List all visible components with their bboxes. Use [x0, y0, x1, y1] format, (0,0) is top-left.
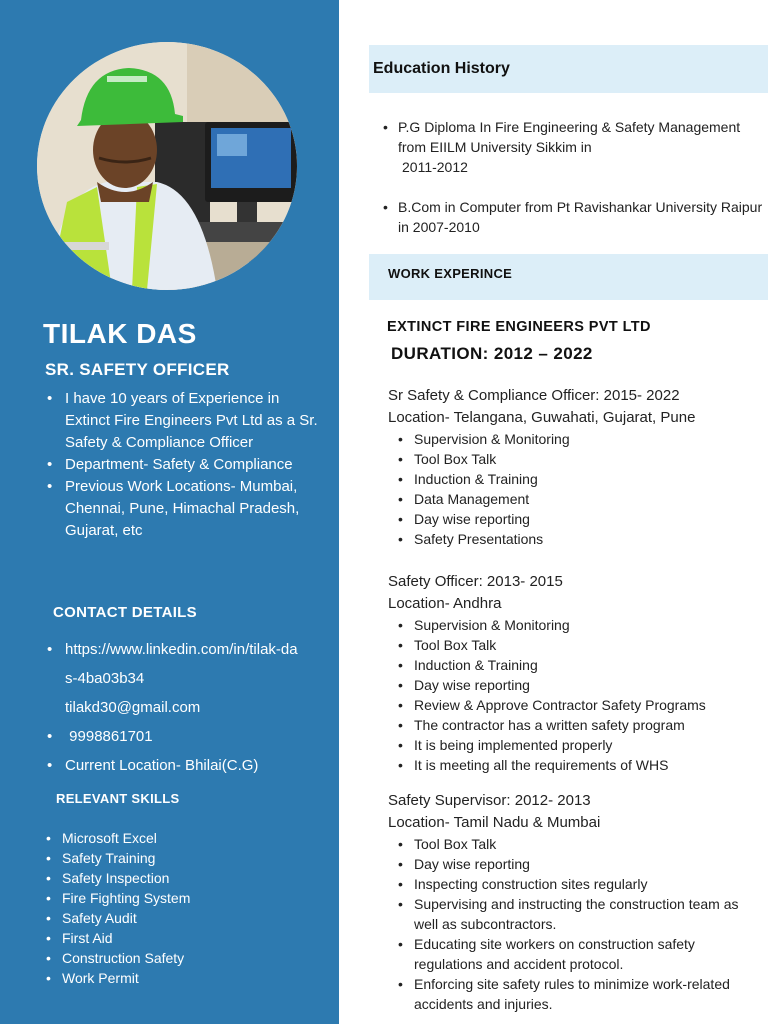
- education-item: [383, 117, 763, 177]
- work-heading: WORK EXPERINCE: [388, 266, 513, 281]
- skill-item: • Safety Training: [45, 848, 190, 868]
- profile-photo-illustration: [37, 42, 297, 290]
- work-heading-band: [369, 254, 768, 300]
- summary-item: • Previous Work Locations- Mumbai, Chennai, Pune, Himachal Pradesh, Gujarat, etc: [45, 476, 325, 542]
- duty-item: • Supervising and instructing the construction team as well as subcontractors.: [388, 894, 763, 934]
- duty-list: [388, 429, 763, 549]
- duty-item: • Safety Presentations: [388, 529, 763, 549]
- duty-item: • Day wise reporting: [388, 509, 763, 529]
- skills-heading: RELEVANT SKILLS: [56, 791, 180, 806]
- role-block: [388, 790, 763, 1014]
- education-text: P.G Diploma In Fire Engineering & Safety Management from EIILM University Sikkim in: [398, 119, 741, 155]
- duty-item: • It is meeting all the requirements of WHS: [388, 755, 763, 775]
- duty-item: • Supervision & Monitoring: [388, 615, 763, 635]
- duty-item: • Induction & Training: [388, 655, 763, 675]
- skill-item: • Microsoft Excel: [45, 828, 190, 848]
- duty-item: • Induction & Training: [388, 469, 763, 489]
- duty-item: • Tool Box Talk: [388, 449, 763, 469]
- contact-phone: [45, 722, 315, 751]
- duty-item: • Inspecting construction sites regularly: [388, 874, 763, 894]
- duty-item: • Supervision & Monitoring: [388, 429, 763, 449]
- contact-email: [45, 693, 315, 722]
- contact-list: [45, 635, 315, 780]
- phone-number: 9998861701: [65, 728, 153, 745]
- education-heading: Education History: [373, 60, 510, 77]
- role-block: [388, 571, 763, 775]
- skill-item: • Safety Audit: [45, 908, 190, 928]
- duty-list: [388, 834, 763, 1014]
- duty-item: • The contractor has a written safety program: [388, 715, 763, 735]
- role-block: [388, 385, 763, 549]
- skill-item: • Work Permit: [45, 968, 190, 988]
- role-title: Sr Safety & Compliance Officer: 2015- 2022: [388, 387, 680, 404]
- skill-item: • First Aid: [45, 928, 190, 948]
- current-location: Current Location- Bhilai(C.G): [65, 757, 259, 774]
- profile-photo: [37, 42, 297, 290]
- contact-heading: CONTACT DETAILS: [53, 604, 197, 621]
- education-text: B.Com in Computer from Pt Ravishankar University Raipur in 2007-2010: [398, 199, 763, 235]
- skill-item: • Construction Safety: [45, 948, 190, 968]
- company-name: EXTINCT FIRE ENGINEERS PVT LTD: [387, 319, 651, 335]
- contact-location: [45, 751, 315, 780]
- education-heading-band: [369, 45, 768, 93]
- duty-item: • Day wise reporting: [388, 675, 763, 695]
- duty-item: • Review & Approve Contractor Safety Programs: [388, 695, 763, 715]
- role-location: Location- Andhra: [388, 595, 502, 612]
- summary-item: • Department- Safety & Compliance: [45, 454, 325, 476]
- job-title: SR. SAFETY OFFICER: [45, 360, 230, 379]
- profile-summary-list: [45, 388, 325, 542]
- education-item: [383, 197, 763, 237]
- person-name: TILAK DAS: [43, 318, 197, 349]
- duty-list: [388, 615, 763, 775]
- education-list: [383, 117, 763, 257]
- role-title: Safety Supervisor: 2012- 2013: [388, 792, 591, 809]
- contact-linkedin: [45, 635, 315, 693]
- duty-item: • Data Management: [388, 489, 763, 509]
- role-location: Location- Telangana, Guwahati, Gujarat, Pune: [388, 409, 696, 426]
- duty-item: • Tool Box Talk: [388, 635, 763, 655]
- duty-item: • Educating site workers on construction safety regulations and accident protocol.: [388, 934, 763, 974]
- skill-item: • Safety Inspection: [45, 868, 190, 888]
- education-years: 2011-2012: [402, 159, 468, 175]
- summary-item: • I have 10 years of Experience in Extinct Fire Engineers Pvt Ltd as a Sr. Safety & Compliance Officer: [45, 388, 325, 454]
- role-title: Safety Officer: 2013- 2015: [388, 573, 563, 590]
- work-duration: DURATION: 2012 – 2022: [391, 344, 593, 363]
- skill-item: • Fire Fighting System: [45, 888, 190, 908]
- email-link[interactable]: tilakd30@gmail.com: [65, 699, 201, 716]
- linkedin-link[interactable]: • https://www.linkedin.com/in/tilak-das-4ba03b34: [65, 641, 298, 687]
- duty-item: • Enforcing site safety rules to minimize work-related accidents and injuries.: [388, 974, 763, 1014]
- skills-list: [45, 828, 190, 988]
- sidebar: [0, 0, 339, 1024]
- duty-item: • Day wise reporting: [388, 854, 763, 874]
- role-location: Location- Tamil Nadu & Mumbai: [388, 814, 601, 831]
- duty-item: • Tool Box Talk: [388, 834, 763, 854]
- duty-item: • It is being implemented properly: [388, 735, 763, 755]
